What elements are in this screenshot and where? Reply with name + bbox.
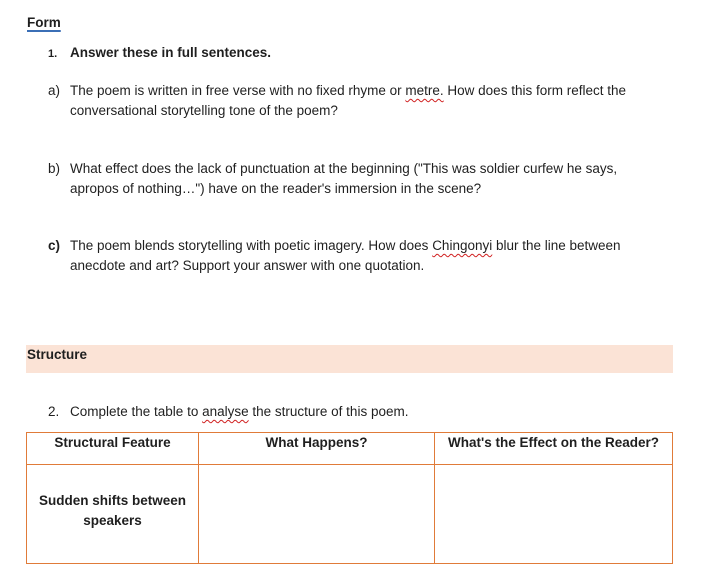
question-2 xyxy=(48,404,408,419)
item-label: c) xyxy=(48,238,61,253)
column-header-structural-feature: Structural Feature xyxy=(27,433,199,465)
question-1-instruction: Answer these in full sentences. xyxy=(70,45,272,60)
form-heading: Form xyxy=(27,15,61,30)
structure-table xyxy=(26,432,673,564)
question-2-text-part: Complete the table to xyxy=(70,404,203,419)
spellcheck-flagged-word[interactable]: Chingonyi xyxy=(432,238,493,253)
item-label: b) xyxy=(48,161,61,176)
structural-feature-cell: Sudden shifts between speakers xyxy=(27,465,199,564)
table-header-row xyxy=(27,433,673,465)
question-item-b xyxy=(48,159,668,199)
item-text-part: How does this form reflect the conversational storytelling tone of the poem? xyxy=(70,83,626,118)
table-row xyxy=(27,465,673,564)
effect-cell[interactable] xyxy=(435,465,673,564)
item-text-part: The poem is written in free verse with no fixed rhyme or xyxy=(70,83,406,98)
item-text xyxy=(70,236,668,276)
column-header-what-happens: What Happens? xyxy=(199,433,435,465)
question-2-text-part: the structure of this poem. xyxy=(248,404,409,419)
item-text-part: The poem blends storytelling with poetic imagery. How does xyxy=(70,238,433,253)
item-text-part: blur the line between anecdote and art? Support your answer with one quotation. xyxy=(70,238,621,273)
item-text: What effect does the lack of punctuation at the beginning ("This was soldier curfew he says, apropos of nothing…") have on the reader's immersion in the scene? xyxy=(70,161,618,196)
question-1-number: 1. xyxy=(48,48,58,60)
spellcheck-flagged-word[interactable]: analyse xyxy=(202,404,249,419)
question-item-c xyxy=(48,236,668,276)
spellcheck-flagged-word[interactable]: metre. xyxy=(405,83,444,98)
structure-heading-band xyxy=(26,345,673,373)
question-2-number: 2. xyxy=(48,404,60,419)
question-1 xyxy=(48,45,271,60)
item-label: a) xyxy=(48,83,61,98)
structure-heading: Structure xyxy=(27,347,88,362)
question-item-a xyxy=(48,81,668,121)
what-happens-cell[interactable] xyxy=(199,465,435,564)
column-header-effect-on-reader: What's the Effect on the Reader? xyxy=(435,433,673,465)
item-text xyxy=(70,81,668,121)
